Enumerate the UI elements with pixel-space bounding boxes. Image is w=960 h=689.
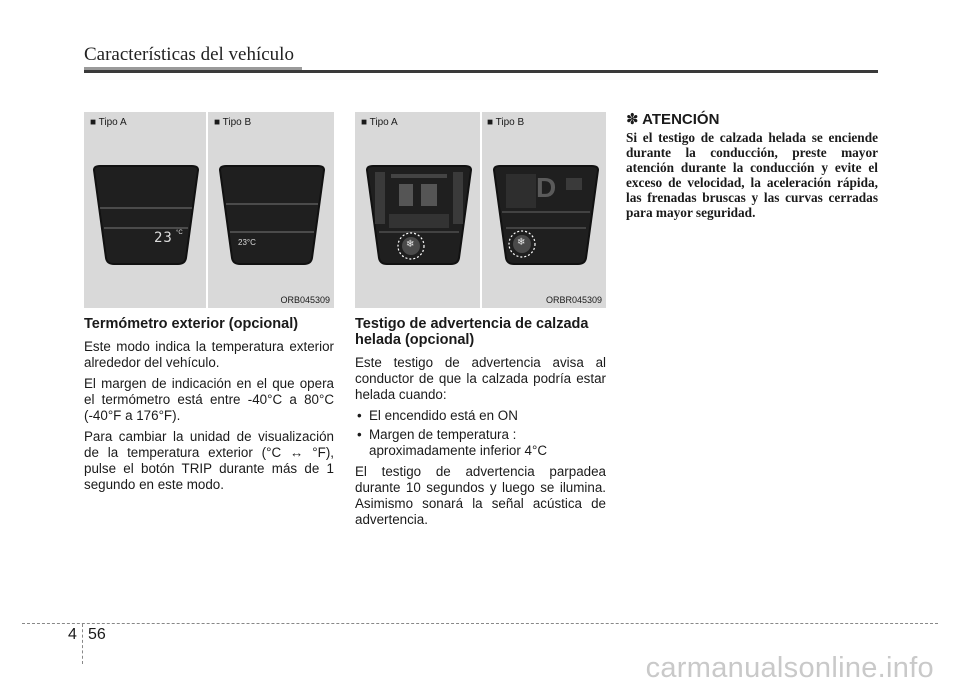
header-rule — [84, 70, 878, 73]
paragraph: Este modo indica la temperatura exterior alrededor del vehículo. — [84, 339, 334, 370]
figure-code: ORB045309 — [280, 295, 330, 305]
paragraph: El testigo de advertencia parpadea durante 10 segundos y luego se ilumina. Asimismo sonará la señal acústica de advertencia. — [355, 464, 606, 527]
section-icy-road — [355, 316, 606, 533]
attention-text: Si el testigo de calzada helada se enciende durante la conducción, preste mayor atención durante la conducción y evite el exceso de velocidad, la aceleración rápida, las frenadas bruscas y las curvas cerradas para mayor seguridad. — [626, 130, 878, 220]
figure-divider — [206, 112, 208, 308]
list-item: • El encendido está en ON — [355, 408, 606, 424]
figure-code: ORBR045309 — [545, 295, 602, 305]
cluster-display-type-a — [92, 164, 200, 268]
snowflake-icon: ❄ — [406, 239, 415, 250]
section-thermometer — [84, 316, 334, 498]
section-title: Testigo de advertencia de calzada helada (opcional) — [355, 316, 589, 348]
cluster-display-type-b — [218, 164, 326, 268]
paragraph: Este testigo de advertencia avisa al conductor de que la calzada podría estar helada cuando: — [355, 355, 606, 402]
attention-box — [626, 112, 878, 225]
temperature-readout-a: 23 — [154, 230, 173, 246]
cluster-display-type-a — [365, 164, 473, 268]
figure-label-type-b: ■ Tipo B — [214, 117, 252, 128]
figure-label-type-a: ■ Tipo A — [361, 117, 398, 128]
page-number: 56 — [88, 626, 106, 643]
watermark: carmanualsonline.info — [645, 652, 934, 684]
figure-icy-road-warning — [355, 112, 606, 308]
attention-title: ✽ ATENCIÓN — [626, 111, 720, 128]
cluster-display-type-b — [492, 164, 600, 268]
bullet-list — [355, 408, 606, 459]
figure-thermometer — [84, 112, 334, 308]
list-item: • Margen de temperatura : aproximadamente inferior 4°C — [355, 427, 606, 459]
figure-divider — [480, 112, 482, 308]
header-title: Características del vehículo — [84, 44, 294, 65]
footer-rule — [22, 623, 938, 624]
chapter-number: 4 — [68, 626, 77, 643]
figure-label-type-b: ■ Tipo B — [487, 117, 525, 128]
paragraph: El margen de indicación en el que opera el termómetro está entre -40°C a 80°C (-40°F a 176°F). — [84, 376, 334, 423]
gear-indicator: D — [536, 172, 557, 203]
section-title: Termómetro exterior (opcional) — [84, 316, 299, 332]
temperature-unit-a: °C — [176, 230, 183, 236]
footer-divider — [82, 624, 83, 664]
figure-label-type-a: ■ Tipo A — [90, 117, 127, 128]
temperature-readout-b: 23°C — [238, 238, 256, 247]
paragraph: Para cambiar la unidad de visualización de la temperatura exterior (°C ↔ °F), pulse el botón TRIP durante más de 1 segundo en este modo. — [84, 429, 334, 492]
snowflake-icon: ❄ — [517, 237, 526, 248]
